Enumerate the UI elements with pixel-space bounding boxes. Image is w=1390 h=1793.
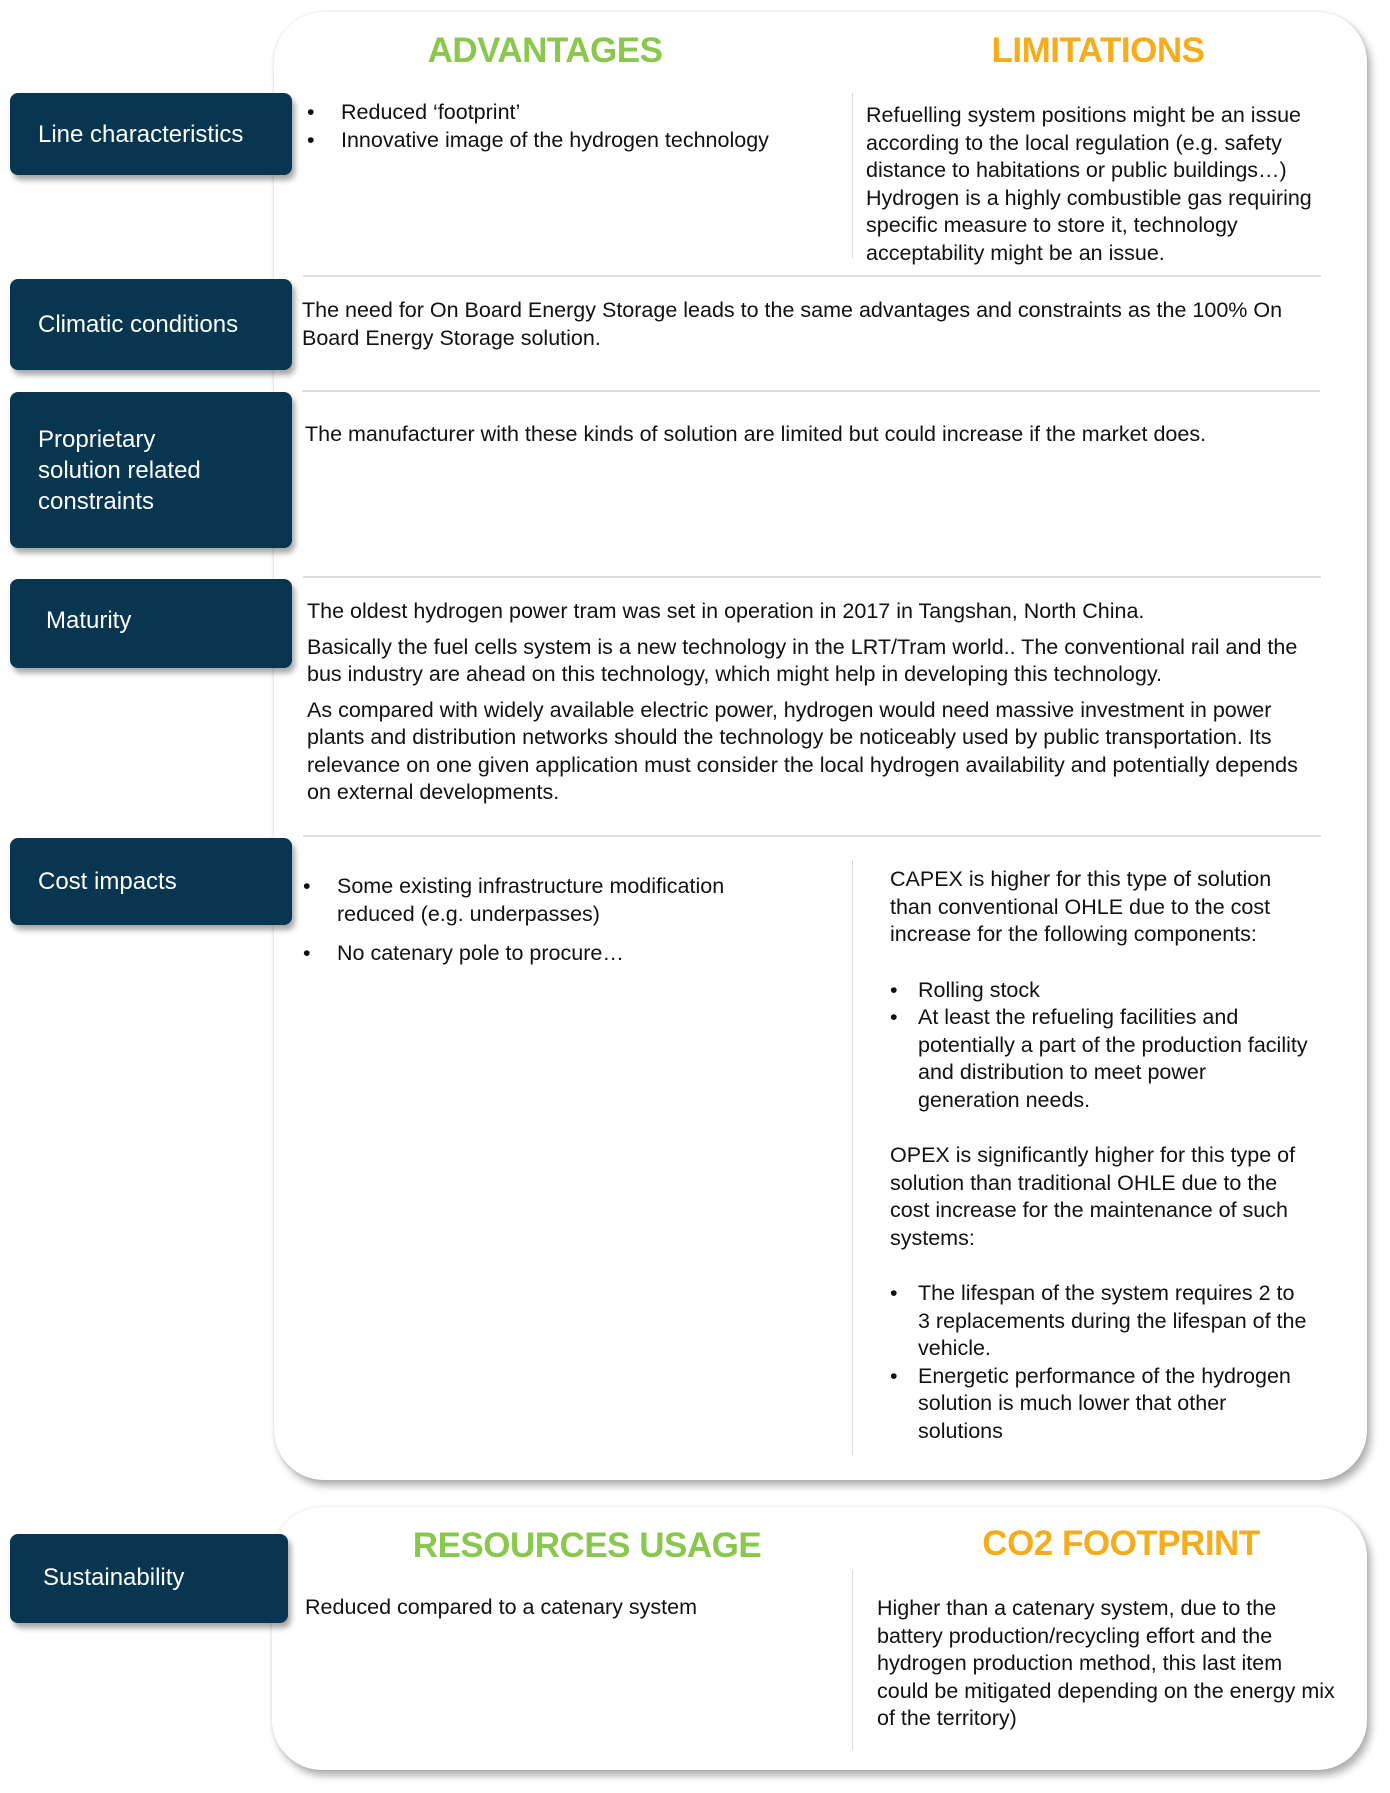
list-item: • Innovative image of the hydrogen technology [307, 127, 827, 155]
resources-usage-heading: RESOURCES USAGE [412, 1526, 762, 1565]
row-divider [302, 390, 1320, 392]
row-label-proprietary [10, 392, 292, 548]
opex-items [890, 1280, 1310, 1445]
limitations-heading: LIMITATIONS [991, 31, 1205, 70]
bullet-icon: • [303, 874, 311, 898]
row-label-text: Climatic conditions [38, 311, 239, 338]
row-divider [303, 275, 1321, 277]
row-label-text: Line characteristics [38, 120, 244, 148]
row-label-sustainability [10, 1534, 288, 1623]
maturity-paragraph: Basically the fuel cells system is a new technology in the LRT/Tram world.. The conventional rail and the bus industry are ahead on this technology, which might help in developing this technology. [307, 634, 1298, 686]
row-label-text: Cost impacts [38, 868, 177, 895]
list-item: • Reduced ‘footprint’ [307, 99, 827, 127]
proprietary-text: The manufacturer with these kinds of solution are limited but could increase if the market does. [305, 422, 1207, 446]
list-item: • No catenary pole to procure… [303, 940, 773, 968]
bullet-icon: • [890, 977, 898, 1002]
bullet-icon: • [307, 127, 315, 152]
column-divider [852, 1570, 853, 1750]
capex-intro: CAPEX is higher for this type of solution than conventional OHLE due to the cost increase for the following components: [890, 867, 1272, 946]
row-label-line-characteristics [10, 93, 292, 175]
capex-items [890, 977, 1310, 1115]
list-item: • At least the refueling facilities and potentially a part of the production facility and distribution to meet power generation needs. [890, 1005, 1308, 1112]
resources-usage-text: Reduced compared to a catenary system [305, 1595, 697, 1619]
list-item: • Energetic performance of the hydrogen solution is much lower that other solutions [890, 1363, 1291, 1443]
column-divider [852, 93, 853, 258]
row-divider [303, 835, 1321, 837]
row-label-climatic-conditions [10, 279, 292, 370]
row-label-cost-impacts [10, 838, 292, 925]
row-label-text: Sustainability [43, 1564, 185, 1591]
maturity-text [307, 598, 1327, 807]
bullet-icon: • [890, 1363, 898, 1388]
bullet-icon: • [303, 941, 311, 965]
bullet-icon: • [890, 1281, 898, 1305]
co2-footprint-heading: CO2 FOOTPRINT [982, 1524, 1260, 1563]
row-label-text: Maturity [46, 607, 132, 634]
bullet-icon: • [890, 1005, 898, 1029]
maturity-paragraph: The oldest hydrogen power tram was set in operation in 2017 in Tangshan, North China. [307, 599, 1145, 623]
maturity-paragraph: As compared with widely available electric power, hydrogen would need massive investment in power plants and distribution networks should the technology be noticeably used by public transportation. Its relevance on one given application must consider the local hydrogen availability and potentially depends on external developments. [307, 697, 1298, 804]
row-divider [303, 576, 1321, 578]
list-item: • The lifespan of the system requires 2 to 3 replacements during the lifespan of the vehicle. [890, 1281, 1307, 1360]
opex-intro: OPEX is significantly higher for this type of solution than traditional OHLE due to the cost increase for the maintenance of such systems: [890, 1143, 1296, 1250]
cost-impacts-limitations [890, 866, 1310, 1445]
list-item: • Rolling stock [890, 977, 1310, 1005]
cost-impacts-advantages [303, 873, 773, 968]
row-label-maturity [10, 579, 292, 668]
column-divider [852, 860, 853, 1455]
climatic-conditions-text: The need for On Board Energy Storage leads to the same advantages and constraints as the 100% On Board Energy Storage solution. [302, 298, 1283, 350]
line-characteristics-limitations: Refuelling system positions might be an issue according to the local regulation (e.g. safety distance to habitations or public buildings…) Hydrogen is a highly combustible gas requiring specific measure to store it, technology acceptability might be an issue. [866, 103, 1312, 265]
co2-footprint-text: Higher than a catenary system, due to the battery production/recycling effort and the hydrogen production method, this last item could be mitigated depending on the energy mix of the territory) [877, 1596, 1335, 1730]
list-item: • Some existing infrastructure modification reduced (e.g. underpasses) [303, 874, 725, 926]
line-characteristics-advantages [307, 99, 827, 154]
row-label-text: Proprietary solution related constraints [38, 425, 201, 515]
bullet-icon: • [307, 100, 315, 124]
advantages-heading: ADVANTAGES [427, 31, 663, 70]
